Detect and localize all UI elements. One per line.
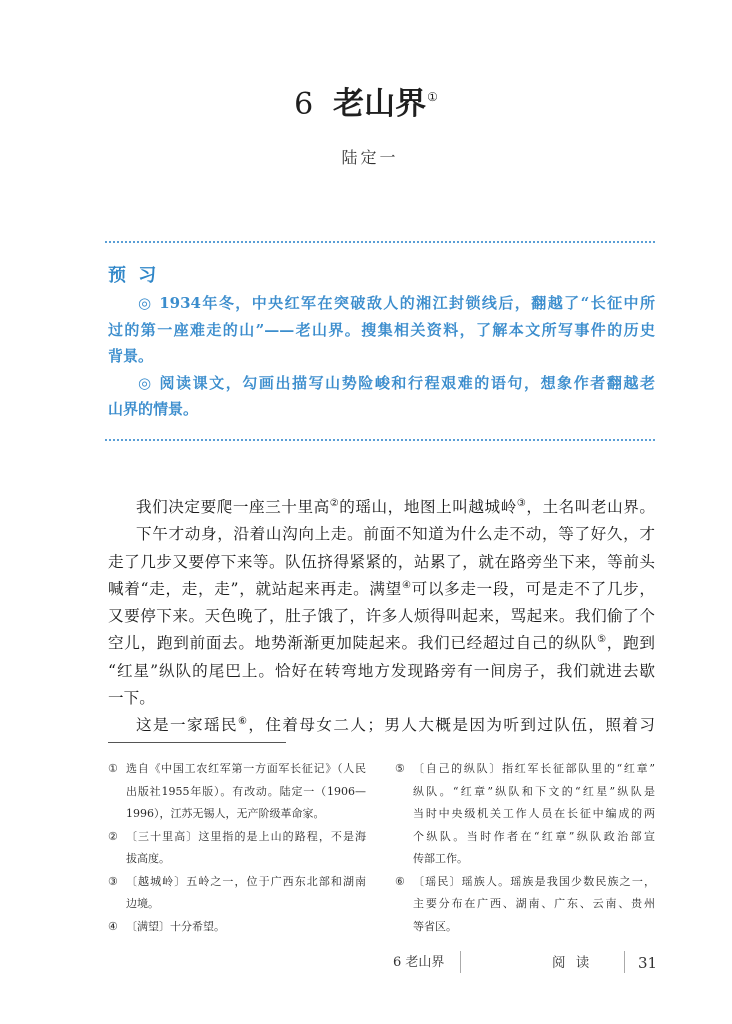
text-line: “红星”纵队的尾巴上。恰好在转弯地方发现路旁有一间房子，我们就进去歇 (108, 661, 655, 680)
footnote (395, 871, 655, 939)
footnote-marker: ① (108, 762, 118, 775)
footnote-line: 传部工作。 (413, 852, 468, 865)
text-line: 喊着“走，走，走”，就站起来再走。满望④可以多走一段，可是走不了几步， (108, 579, 655, 598)
footnote-rule (108, 742, 286, 743)
footer-separator (624, 951, 625, 973)
text-line: 走了几步又要停下来等。队伍挤得紧紧的，站累了，就在路旁坐下来，等前头 (108, 552, 655, 571)
footnote-line: 出版社1955年版）。有改动。陆定一（1906— (126, 784, 366, 798)
footnote-marker: ③ (108, 874, 118, 888)
lesson-title-text: 老山界 (333, 86, 427, 122)
text-line: 一下。 (108, 688, 155, 707)
preview-item (108, 290, 655, 370)
footnote-ref: ④ (401, 579, 412, 591)
footnotes-right-column (395, 758, 655, 938)
footnote-marker: ⑥ (395, 874, 405, 888)
body-text (108, 494, 655, 739)
footnote (108, 871, 366, 916)
dotted-divider-bottom (105, 439, 655, 441)
footer-separator (460, 951, 461, 973)
footnote-ref: ② (329, 497, 340, 509)
page-number: 31 (638, 954, 658, 972)
footnote-line: 等省区。 (413, 919, 457, 933)
lesson-number: 6 (294, 87, 314, 122)
footnote-line: 纵队。“红章”纵队和下文的“红星”纵队是 (413, 784, 655, 798)
footnote (108, 758, 366, 826)
dotted-divider-top (105, 241, 655, 243)
footnote-marker: ④ (108, 919, 118, 933)
footnote-ref: ⑤ (597, 634, 607, 646)
footnote-line: 边境。 (126, 897, 159, 910)
footnote-line: 当时中央级机关工作人员在长征中编成的两 (413, 807, 655, 820)
footnote-marker: ② (108, 829, 118, 843)
footer-section: 阅 读 (552, 955, 593, 971)
footnote-marker: ⑤ (395, 762, 405, 775)
paragraph (108, 494, 655, 521)
footnote-line: 〔自己的纵队〕指红军长征部队里的“红章” (413, 762, 655, 775)
text-line: 空儿，跑到前面去。地势渐渐更加陡起来。我们已经超过自己的纵队⑤，跑到 (108, 634, 655, 653)
footnote-ref: ③ (516, 497, 527, 509)
footer-chapter: 6 老山界 (393, 955, 445, 970)
preview-line: 背景。 (108, 347, 154, 365)
preview-line: 山界的情景。 (108, 400, 199, 418)
footnote-line: 〔越城岭〕五岭之一，位于广西东北部和湖南 (126, 874, 366, 888)
text-line: 又要停下来。天色晚了，肚子饿了，许多人烦得叫起来，骂起来。我们偷了个 (108, 607, 655, 625)
preview-line: 过的第一座难走的山”——老山界。搜集相关资料，了解本文所写事件的历史 (108, 320, 655, 339)
preview-line: ◎ 1934年冬，中央红军在突破敌人的湘江封锁线后，翻越了“长征中所 (138, 294, 655, 312)
footnote-line: 拔高度。 (126, 852, 170, 865)
footnote-ref: ⑥ (238, 715, 249, 727)
footnote (108, 826, 366, 871)
author: 陆定一 (341, 148, 399, 167)
footnote-line: 1996），江苏无锡人，无产阶级革命家。 (126, 807, 325, 820)
footnote-line: 选自《中国工农红军第一方面军长征记》（人民 (126, 762, 366, 775)
footnote (108, 916, 366, 939)
preview-item (108, 370, 655, 423)
text-line: 下午才动身，沿着山沟向上走。前面不知道为什么走不动，等了好久，才 (136, 525, 655, 544)
preview-line: ◎ 阅读课文，勾画出描写山势险峻和行程艰难的语句，想象作者翻越老 (138, 373, 655, 392)
title-footnote-ref: ① (427, 90, 438, 104)
text-line: 这是一家瑶民⑥，住着母女二人；男人大概是因为听到过队伍，照着习 (136, 715, 655, 734)
footnotes-left-column (108, 758, 366, 938)
text-line: 我们决定要爬一座三十里高②的瑶山，地图上叫越城岭③，土名叫老山界。 (136, 497, 655, 516)
footnote (395, 758, 655, 871)
footnote-line: 〔瑶民〕瑶族人。瑶族是我国少数民族之一， (413, 874, 655, 888)
footnote-line: 〔三十里高〕这里指的是上山的路程，不是海 (126, 829, 366, 843)
paragraph (108, 521, 655, 712)
preview-heading: 预 习 (108, 265, 160, 286)
paragraph (108, 712, 655, 739)
lesson-title (0, 84, 732, 124)
footnote-line: 〔满望〕十分希望。 (126, 919, 225, 933)
footnote-line: 主要分布在广西、湖南、广东、云南、贵州 (413, 897, 655, 910)
preview-section (108, 290, 655, 423)
footnote-line: 个纵队。当时作者在“红章”纵队政治部宣 (413, 829, 655, 843)
